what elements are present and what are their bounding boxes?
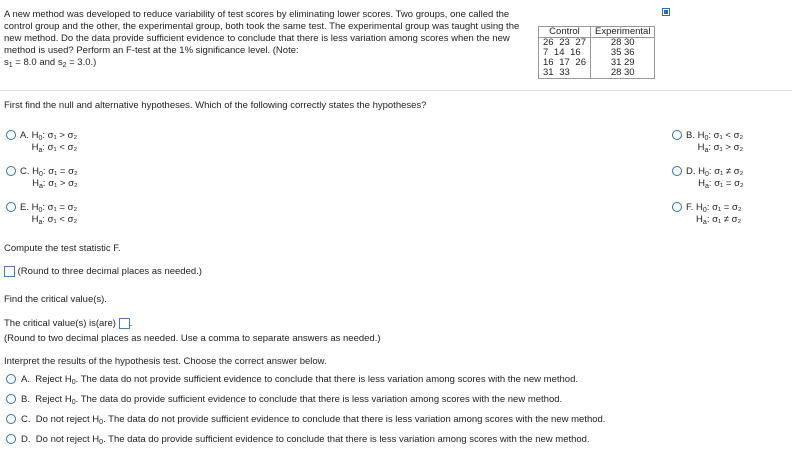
cell-control: 26 23 27 (539, 38, 591, 49)
cell-control: 7 14 16 (539, 48, 591, 58)
cell-experimental: 28 30 (590, 68, 654, 79)
interpret-option-c[interactable]: C. Do not reject $H_0$. The data do not provide sufficient evidence to conclude that there is less variation among scores with the new method. (6, 414, 605, 425)
cell-experimental: 31 29 (590, 58, 654, 68)
radio-button[interactable] (672, 202, 682, 212)
critical-value-label: The critical value(s) is(are) (4, 318, 116, 330)
interpret-option-d[interactable]: D. Do not reject $H_0$. The data do provide sufficient evidence to conclude that there is less variation among scores with the new method. (6, 434, 590, 445)
problem-text: A new method was developed to reduce variability of test scores by eliminating lower scores. Two groups, one called the control group and the other, the experimental group, both took the same test. The experimental group was taught using the new method. Do the data provide sufficient evidence to conclude that there is less variation among scores when the new method is used? Perform an F-test at the 1% significance level. (Note: (4, 9, 520, 56)
critical-value-answer-row: The critical value(s) is(are) . (4, 318, 133, 330)
question-test-statistic-prompt: Compute the test statistic F. (4, 243, 121, 254)
section-divider (0, 90, 792, 91)
header-control: Control (539, 27, 591, 38)
test-statistic-input[interactable] (4, 266, 15, 277)
hyp-option-c[interactable]: C. $H_0$: σ₁ = σ₂ $H_a$: σ₁ > σ₂ (6, 166, 78, 190)
radio-button[interactable] (6, 434, 16, 444)
critical-value-input[interactable] (119, 318, 130, 329)
hyp-option-d[interactable]: D. $H_0$: σ₁ ≠ σ₂ $H_a$: σ₁ = σ₂ (672, 166, 744, 190)
critical-value-hint: (Round to two decimal places as needed. Use a comma to separate answers as needed.) (4, 333, 381, 344)
cell-control: 31 33 (539, 68, 591, 79)
radio-button[interactable] (672, 130, 682, 140)
copy-data-icon[interactable] (662, 8, 670, 16)
question-hypotheses-prompt: First find the null and alternative hypotheses. Which of the following correctly states the hypotheses? (4, 100, 427, 111)
cell-control: 16 17 26 (539, 58, 591, 68)
question-interpret-prompt: Interpret the results of the hypothesis test. Choose the correct answer below. (4, 356, 327, 367)
cell-experimental: 28 30 (590, 38, 654, 49)
radio-button[interactable] (6, 202, 16, 212)
radio-button[interactable] (6, 166, 16, 176)
test-statistic-hint: (Round to three decimal places as needed.) (17, 266, 202, 278)
question-critical-value-prompt: Find the critical value(s). (4, 294, 107, 305)
hyp-option-a[interactable]: A. $H_0$: σ₁ > σ₂ $H_a$: σ₁ < σ₂ (6, 130, 77, 154)
radio-button[interactable] (6, 394, 16, 404)
radio-button[interactable] (672, 166, 682, 176)
interpret-option-a[interactable]: A. Reject $H_0$. The data do not provide sufficient evidence to conclude that there is less variation among scores with the new method. (6, 374, 578, 385)
header-experimental: Experimental (590, 27, 654, 38)
radio-button[interactable] (6, 414, 16, 424)
test-statistic-answer-row (4, 266, 202, 277)
radio-button[interactable] (6, 374, 16, 384)
hyp-option-f[interactable]: F. $H_0$: σ₁ = σ₂ $H_a$: σ₁ ≠ σ₂ (672, 202, 742, 226)
data-table (538, 26, 655, 79)
cell-experimental: 35 36 (590, 48, 654, 58)
hyp-option-b[interactable]: B. $H_0$: σ₁ < σ₂ $H_a$: σ₁ > σ₂ (672, 130, 743, 154)
interpret-option-b[interactable]: B. Reject $H_0$. The data do provide sufficient evidence to conclude that there is less variation among scores with the new method. (6, 394, 562, 405)
hyp-option-e[interactable]: E. $H_0$: σ₁ = σ₂ $H_a$: σ₁ < σ₂ (6, 202, 77, 226)
problem-statement: A new method was developed to reduce variability of test scores by eliminating lower scores. Two groups, one called the control group and the other, the experimental group, both took the same test. The experimental group was taught using the new method. Do the data provide sufficient evidence to conclude that there is less variation among scores when the new method is used? Perform an F-test at the 1% significance level. (Note: $s_1 = 8.0$ and $s_2 = 3.0$.) (4, 9, 520, 69)
radio-button[interactable] (6, 130, 16, 140)
